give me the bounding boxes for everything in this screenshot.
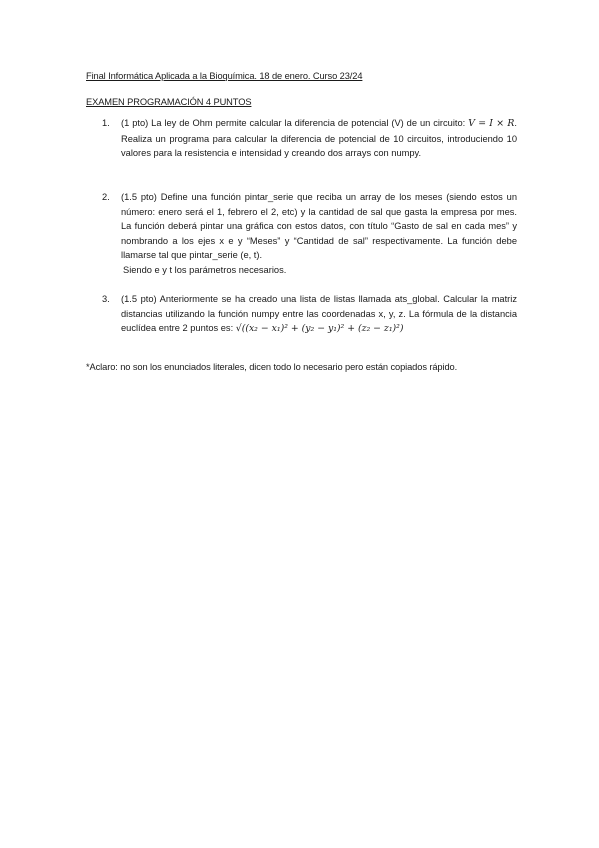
document-title: Final Informática Aplicada a la Bioquímica. 18 de enero. Curso 23/24 [86, 71, 363, 81]
question-1 [102, 116, 517, 161]
question-note: Siendo e y t los parámetros necesarios. [123, 264, 287, 275]
section-heading: EXAMEN PROGRAMACIÓN 4 PUNTOS [86, 97, 252, 107]
question-text [121, 292, 517, 337]
question-statement: (1.5 pto) Anteriormente se ha creado una lista de listas llamada ats_global. Calcular la matriz distancias utilizando la función numpy entre las coordenadas x, y, z. La fórmula de la distancia euclídea entre 2 puntos es: [121, 294, 517, 334]
footnote: *Aclaro: no son los enunciados literales, dicen todo lo necesario pero están copiados rápido. [86, 362, 458, 372]
question-statement: (1 pto) La ley de Ohm permite calcular la diferencia de potencial (V) de un circuito: [121, 118, 466, 128]
question-number: 1. [102, 118, 110, 128]
question-text: (1.5 pto) Define una función pintar_serie que reciba un array de los meses (siendo estos un número: enero será el 1, febrero el 2, etc) y la cantidad de sal que gasta la empresa por mes. La función deberá pintar una gráfica con estos datos, con título “Gasto de sal en cada mes” y nombrando a los ejes x e y “Meses” y “Cantidad de sal” respectivamente. La función debe llamarse tal que pintar_serie (e, t). [121, 192, 517, 261]
question-number: 3. [102, 294, 110, 304]
question-number: 2. [102, 192, 110, 202]
question-2 [102, 190, 517, 278]
ohm-law-formula: V = I × R [468, 118, 515, 129]
euclidean-distance-formula: √((x₂ − x₁)² + (y₂ − y₁)² + (z₂ − z₁)²) [235, 323, 404, 335]
question-text [121, 116, 517, 161]
question-3 [102, 292, 517, 337]
question-statement-continued: . Realiza un programa para calcular la diferencia de potencial de 10 circuitos, introduciendo 10 valores para la resistencia e intensidad y creando dos arrays con numpy. [121, 118, 517, 159]
